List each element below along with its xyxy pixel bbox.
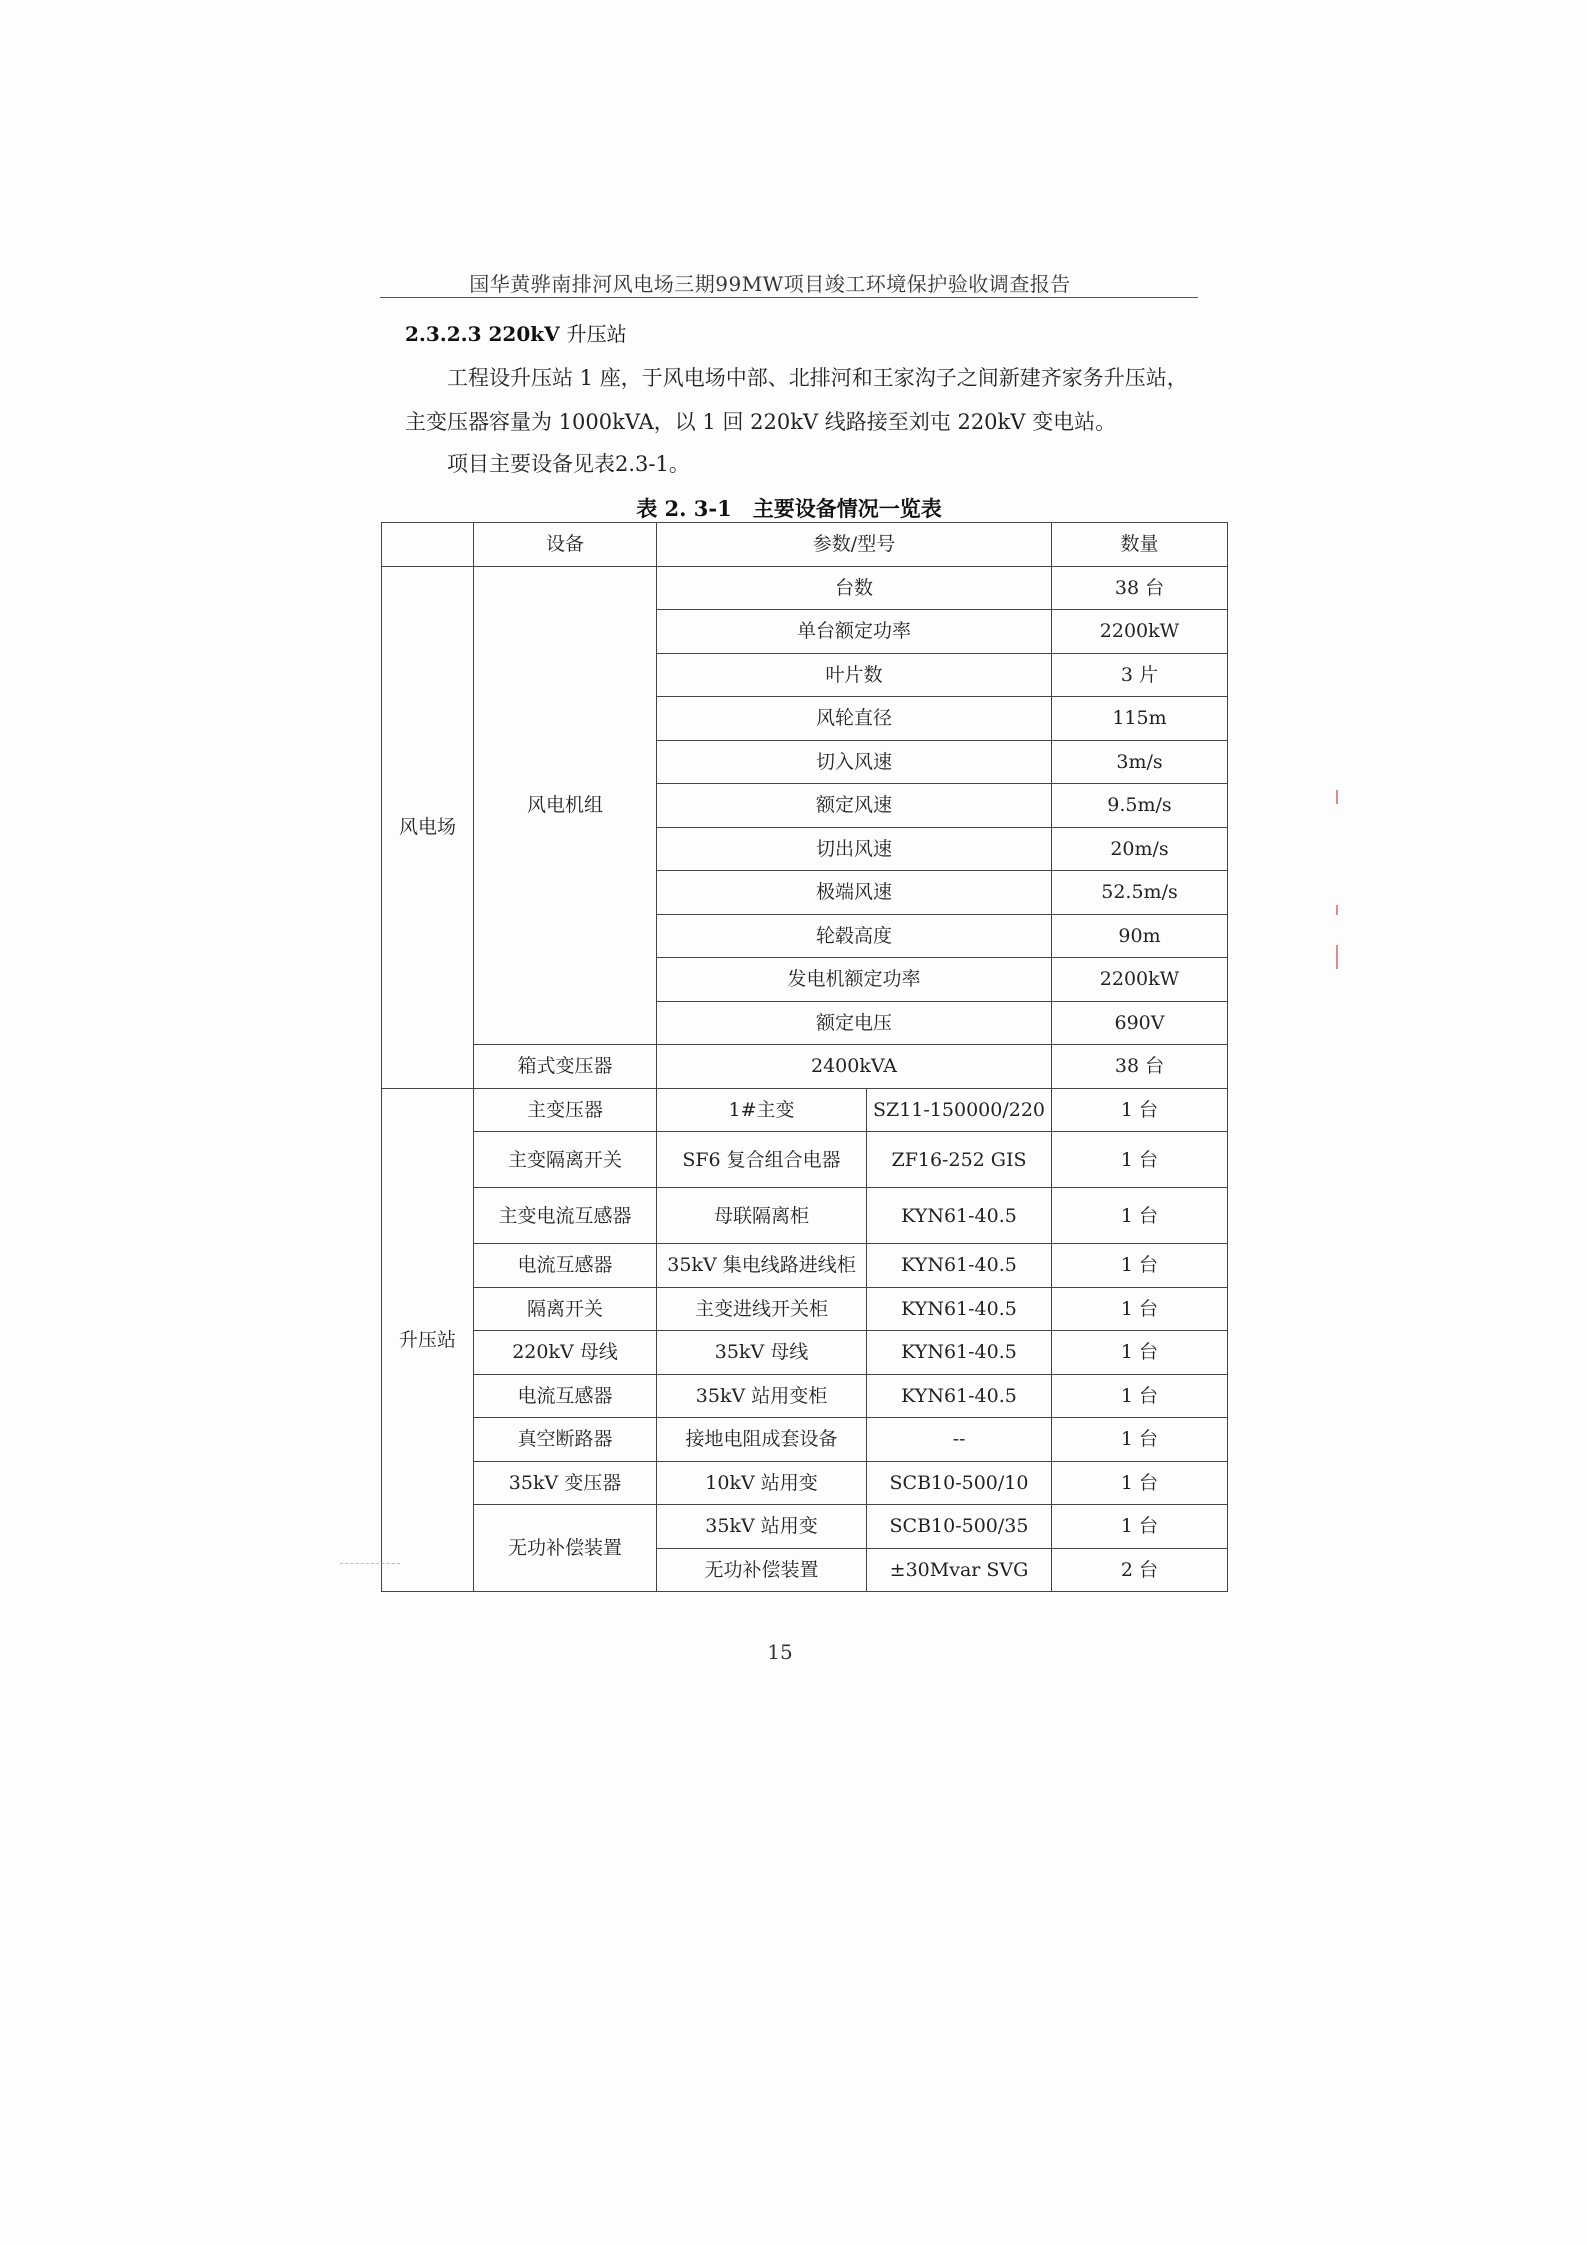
qty-cell: 115m (1052, 697, 1228, 741)
paragraph-table-reference: 项目主要设备见表2.3-1。 (447, 452, 690, 476)
model-cell: ZF16-252 GIS (867, 1132, 1052, 1188)
param-cell: 单台额定功率 (657, 610, 1052, 654)
header-equipment: 设备 (474, 523, 657, 567)
param-cell: 10kV 站用变 (657, 1461, 867, 1505)
qty-cell: 90m (1052, 914, 1228, 958)
qty-cell: 2 台 (1052, 1548, 1228, 1592)
equipment-reactive-compensation: 无功补偿装置 (474, 1505, 657, 1592)
param-cell: 额定风速 (657, 784, 1052, 828)
qty-cell: 38 台 (1052, 1045, 1228, 1089)
param-cell: 主变进线开关柜 (657, 1287, 867, 1331)
param-cell: 无功补偿装置 (657, 1548, 867, 1592)
qty-cell: 1 台 (1052, 1331, 1228, 1375)
qty-cell: 9.5m/s (1052, 784, 1228, 828)
paragraph-substation-description: 工程设升压站 1 座，于风电场中部、北排河和王家沟子之间新建齐家务升压站，主变压器容量为 1000kVA，以 1 回 220kV 线路接至刘屯 220kV 变电站。 (405, 366, 1188, 434)
model-cell: KYN61-40.5 (867, 1287, 1052, 1331)
qty-cell: 52.5m/s (1052, 871, 1228, 915)
param-cell: 发电机额定功率 (657, 958, 1052, 1002)
model-cell: ±30Mvar SVG (867, 1548, 1052, 1592)
table-caption: 表 2. 3-1 主要设备情况一览表 (636, 496, 942, 521)
param-cell: SF6 复合组合电器 (657, 1132, 867, 1188)
model-cell: KYN61-40.5 (867, 1188, 1052, 1244)
table-row (382, 1244, 1228, 1288)
param-cell: 1#主变 (657, 1088, 867, 1132)
param-cell: 母联隔离柜 (657, 1188, 867, 1244)
qty-cell: 2200kW (1052, 958, 1228, 1002)
param-cell: 35kV 站用变 (657, 1505, 867, 1549)
param-cell: 台数 (657, 566, 1052, 610)
scan-artifact-mark (1336, 790, 1338, 804)
equipment-cell: 隔离开关 (474, 1287, 657, 1331)
param-cell: 35kV 母线 (657, 1331, 867, 1375)
equipment-cell: 电流互感器 (474, 1374, 657, 1418)
qty-cell: 690V (1052, 1001, 1228, 1045)
report-header-title: 国华黄骅南排河风电场三期99MW项目竣工环境保护验收调查报告 (469, 272, 1071, 296)
table-row (382, 1374, 1228, 1418)
category-wind-farm: 风电场 (382, 566, 474, 1088)
param-cell: 轮毂高度 (657, 914, 1052, 958)
scan-artifact-mark (1336, 945, 1338, 969)
param-cell: 叶片数 (657, 653, 1052, 697)
qty-cell: 1 台 (1052, 1374, 1228, 1418)
model-cell: SCB10-500/10 (867, 1461, 1052, 1505)
header-category (382, 523, 474, 567)
table-row (382, 1132, 1228, 1188)
section-number: 2.3.2.3 220kV (405, 322, 560, 346)
param-cell: 额定电压 (657, 1001, 1052, 1045)
qty-cell: 1 台 (1052, 1088, 1228, 1132)
equipment-cell: 电流互感器 (474, 1244, 657, 1288)
section-heading (405, 318, 627, 347)
qty-cell: 1 台 (1052, 1505, 1228, 1549)
table-row (382, 1045, 1228, 1089)
table-row (382, 566, 1228, 610)
param-cell: 切出风速 (657, 827, 1052, 871)
model-cell: SZ11-150000/220 (867, 1088, 1052, 1132)
param-cell: 风轮直径 (657, 697, 1052, 741)
scan-artifact-line (340, 1563, 400, 1564)
table-row (382, 1331, 1228, 1375)
model-cell: SCB10-500/35 (867, 1505, 1052, 1549)
header-quantity: 数量 (1052, 523, 1228, 567)
qty-cell: 3m/s (1052, 740, 1228, 784)
param-cell: 2400kVA (657, 1045, 1052, 1089)
qty-cell: 38 台 (1052, 566, 1228, 610)
equipment-cell: 220kV 母线 (474, 1331, 657, 1375)
table-row (382, 1188, 1228, 1244)
section-title: 升压站 (566, 322, 627, 346)
category-substation: 升压站 (382, 1088, 474, 1592)
model-cell: KYN61-40.5 (867, 1374, 1052, 1418)
qty-cell: 1 台 (1052, 1132, 1228, 1188)
model-cell: KYN61-40.5 (867, 1244, 1052, 1288)
table-row (382, 1461, 1228, 1505)
table-row (382, 1088, 1228, 1132)
param-cell: 35kV 站用变柜 (657, 1374, 867, 1418)
param-cell: 接地电阻成套设备 (657, 1418, 867, 1462)
qty-cell: 20m/s (1052, 827, 1228, 871)
table-row (382, 1418, 1228, 1462)
model-cell: -- (867, 1418, 1052, 1462)
header-divider (380, 297, 1198, 298)
equipment-box-transformer: 箱式变压器 (474, 1045, 657, 1089)
table-row (382, 1505, 1228, 1549)
page-number: 15 (767, 1640, 793, 1664)
param-cell: 切入风速 (657, 740, 1052, 784)
equipment-cell: 35kV 变压器 (474, 1461, 657, 1505)
header-params: 参数/型号 (657, 523, 1052, 567)
scan-artifact-mark (1336, 905, 1338, 915)
qty-cell: 1 台 (1052, 1244, 1228, 1288)
qty-cell: 1 台 (1052, 1418, 1228, 1462)
equipment-wind-turbine: 风电机组 (474, 566, 657, 1045)
equipment-cell: 主变压器 (474, 1088, 657, 1132)
qty-cell: 3 片 (1052, 653, 1228, 697)
equipment-cell: 真空断路器 (474, 1418, 657, 1462)
table-header-row (382, 523, 1228, 567)
equipment-table (381, 522, 1228, 1592)
qty-cell: 1 台 (1052, 1461, 1228, 1505)
equipment-cell: 主变隔离开关 (474, 1132, 657, 1188)
model-cell: KYN61-40.5 (867, 1331, 1052, 1375)
qty-cell: 2200kW (1052, 610, 1228, 654)
equipment-cell: 主变电流互感器 (474, 1188, 657, 1244)
param-cell: 极端风速 (657, 871, 1052, 915)
qty-cell: 1 台 (1052, 1287, 1228, 1331)
param-cell: 35kV 集电线路进线柜 (657, 1244, 867, 1288)
qty-cell: 1 台 (1052, 1188, 1228, 1244)
table-row (382, 1287, 1228, 1331)
